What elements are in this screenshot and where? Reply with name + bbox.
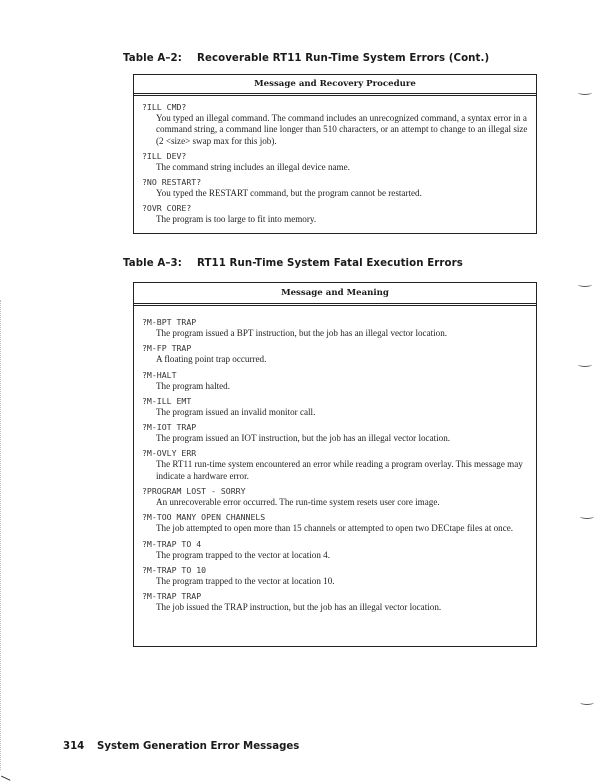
error-message: ?PROGRAM LOST - SORRY <box>142 486 246 497</box>
scan-left-edge <box>0 300 2 770</box>
error-description: The program issued a BPT instruction, but the job has an illegal vector location. <box>156 328 448 338</box>
error-message: ?M-HALT <box>142 369 177 380</box>
table-a2-caption <box>123 53 489 64</box>
error-message: ?M-TOO MANY OPEN CHANNELS <box>142 512 266 523</box>
error-description: The program halted. <box>156 380 230 391</box>
error-message: ?ILL CMD? <box>142 102 187 112</box>
table-a2-title: Recoverable RT11 Run-Time System Errors (Cont.) <box>197 53 490 64</box>
error-entry <box>142 101 528 147</box>
error-description: You typed the RESTART command, but the program cannot be restarted. <box>156 188 422 199</box>
error-message: ?ILL DEV? <box>142 150 187 161</box>
error-message: ?M-IOT TRAP <box>142 422 197 433</box>
section-title: System Generation Error Messages <box>97 741 300 752</box>
error-description: The program trapped to the vector at location 10. <box>156 575 335 586</box>
error-description: The program trapped to the vector at location 4. <box>156 549 330 560</box>
error-entry <box>142 176 528 199</box>
error-message: ?M-BPT TRAP <box>142 317 197 327</box>
table-a2-body <box>134 96 536 233</box>
error-entry <box>142 395 528 418</box>
error-message: ?M-FP TRAP <box>142 343 192 354</box>
error-message: ?M-ILL EMT <box>142 395 192 406</box>
error-entry <box>142 369 528 392</box>
error-message: ?M-TRAP TRAP <box>142 591 202 602</box>
error-message: ?OVR CORE? <box>142 203 192 214</box>
table-a3-caption <box>123 258 463 269</box>
table-a2 <box>133 74 537 234</box>
error-description: The program issued an IOT instruction, but the job has an illegal vector location. <box>156 433 451 444</box>
scan-corner-mark <box>1 770 13 781</box>
scan-edge-mark <box>580 700 594 705</box>
table-a3-number: Table A–3: <box>123 258 182 269</box>
error-entry <box>142 316 528 339</box>
error-entry <box>142 342 528 365</box>
error-message: ?M-TRAP TO 4 <box>142 538 202 549</box>
table-a3-title: RT11 Run-Time System Fatal Execution Errors <box>197 258 463 269</box>
scan-edge-mark <box>580 514 594 519</box>
scan-edge-mark <box>578 282 592 287</box>
page-footer <box>63 741 299 752</box>
error-description: An unrecoverable error occurred. The run-time system resets user core image. <box>156 497 440 508</box>
error-description: The job attempted to open more than 15 channels or attempted to open two DECtape files at once. <box>156 523 514 534</box>
error-entry <box>142 447 528 482</box>
error-message: ?NO RESTART? <box>142 177 202 188</box>
error-message: ?M-OVLY ERR <box>142 448 197 459</box>
error-entry <box>142 202 528 225</box>
error-entry <box>142 421 528 444</box>
error-message: ?M-TRAP TO 10 <box>142 564 207 575</box>
scan-edge-mark <box>578 362 592 367</box>
error-description: The program issued an invalid monitor call. <box>156 406 316 417</box>
table-a3 <box>133 282 537 647</box>
error-description: The RT11 run-time system encountered an error while reading a program overlay. This message may indicate a hardware error. <box>156 459 523 481</box>
error-entry <box>142 590 528 613</box>
error-description: You typed an illegal command. The command includes an unrecognized command, a syntax error in a command string, a command line longer than 510 characters, or an attempt to change to an illegal size (2 <size> swap max for this job). <box>156 113 528 146</box>
error-entry <box>142 511 528 534</box>
page-number: 314 <box>63 741 85 752</box>
error-entry <box>142 538 528 561</box>
table-a2-number: Table A–2: <box>123 53 182 64</box>
error-entry <box>142 485 528 508</box>
scan-edge-mark <box>578 90 592 95</box>
table-a3-body <box>134 306 536 621</box>
table-a3-header: Message and Meaning <box>134 283 536 306</box>
error-entry <box>142 564 528 587</box>
error-description: The program is too large to fit into memory. <box>156 214 317 225</box>
table-a2-header: Message and Recovery Procedure <box>134 75 536 96</box>
error-description: The job issued the TRAP instruction, but the job has an illegal vector location. <box>156 602 442 613</box>
error-description: A floating point trap occurred. <box>156 354 267 365</box>
error-entry <box>142 150 528 173</box>
error-description: The command string includes an illegal device name. <box>156 161 350 172</box>
